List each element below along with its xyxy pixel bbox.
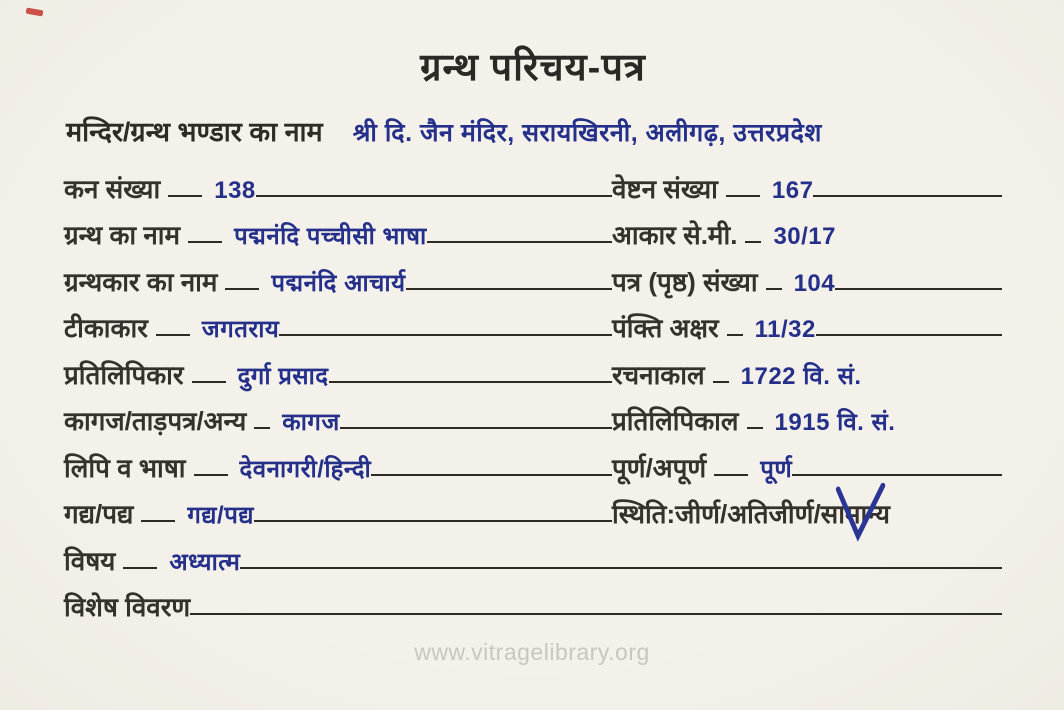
temple-name-value: श्री दि. जैन मंदिर, सरायखिरनी, अलीगढ़, उत्तरप्रदेश xyxy=(352,119,822,147)
prose-verse-value: गद्य/पद्य xyxy=(187,502,254,529)
form-row xyxy=(64,485,1002,532)
form-row xyxy=(64,299,1002,346)
subject-label: विषय xyxy=(64,545,116,576)
lines-letters-value: 11/32 xyxy=(754,316,816,343)
material-label: कागज/ताड़पत्र/अन्य xyxy=(64,406,247,436)
lines-letters-label: पंक्ति अक्षर xyxy=(612,313,719,343)
copy-date-value: 1915 वि. सं. xyxy=(774,409,896,436)
book-name-value: पद्मनंदि पच्चीसी भाषा xyxy=(234,223,427,250)
rule-line xyxy=(168,195,202,197)
rule-line xyxy=(156,334,190,336)
rule-line xyxy=(225,288,259,290)
watermark: www.vitragelibrary.org xyxy=(414,639,650,665)
condition-option-samanya xyxy=(821,495,890,531)
script-language-value: देवनागरी/हिन्दी xyxy=(239,455,372,483)
commentator-label: टीकाकार xyxy=(64,313,148,343)
rule-line xyxy=(141,520,175,522)
complete-incomplete-value: पूर्ण xyxy=(760,455,793,483)
rule-line xyxy=(254,520,612,522)
rule-line xyxy=(713,381,729,383)
book-name-label: ग्रन्थ का नाम xyxy=(64,220,181,250)
rule-line xyxy=(190,613,1002,615)
composition-date-label: रचनाकाल xyxy=(612,359,705,390)
page-count-label: पत्र (पृष्ठ) संख्या xyxy=(612,266,758,297)
rule-line xyxy=(427,241,612,243)
complete-incomplete-label: पूर्ण/अपूर्ण xyxy=(612,452,707,483)
form-row xyxy=(64,345,1002,392)
author-label: ग्रन्थकार का नाम xyxy=(64,266,218,297)
rule-line xyxy=(240,567,1002,569)
form-row xyxy=(64,531,1002,578)
size-cm-value: 30/17 xyxy=(773,223,836,250)
rule-line xyxy=(792,474,1002,476)
composition-date-value: 1722 वि. सं. xyxy=(740,362,862,390)
rule-line xyxy=(123,567,157,569)
condition-label: स्थिति:जीर्ण/अतिजीर्ण/ xyxy=(612,499,821,529)
serial-number-value: 138 xyxy=(214,176,256,204)
rule-line xyxy=(726,195,760,197)
rule-line xyxy=(254,427,270,429)
rule-line xyxy=(766,288,782,290)
temple-name-row xyxy=(66,112,1002,149)
form-row xyxy=(64,438,1002,485)
rule-line xyxy=(813,195,1002,197)
size-cm-label: आकार से.मी. xyxy=(612,220,738,250)
bundle-number-label: वेष्टन संख्या xyxy=(612,173,718,204)
rule-line xyxy=(727,334,743,336)
page-count-value: 104 xyxy=(793,269,836,297)
form-row xyxy=(64,252,1002,299)
copyist-value: दुर्गा प्रसाद xyxy=(237,362,329,390)
scan-artifact-red-mark xyxy=(26,8,44,17)
commentator-value: जगतराय xyxy=(201,316,280,343)
serial-number-label: कन संख्या xyxy=(64,173,161,204)
condition-option-label: सामान्य xyxy=(820,499,891,529)
bundle-number-value: 167 xyxy=(771,176,814,204)
rule-line xyxy=(371,474,612,476)
rule-line xyxy=(329,381,612,383)
rule-line xyxy=(256,195,612,197)
form-row xyxy=(64,206,1002,253)
rule-line xyxy=(816,334,1002,336)
rule-line xyxy=(340,427,612,429)
rule-line xyxy=(279,334,612,336)
prose-verse-label: गद्य/पद्य xyxy=(64,499,134,529)
special-details-label: विशेष विवरण xyxy=(64,592,191,622)
form-row xyxy=(64,392,1002,439)
form-rows xyxy=(64,159,1002,624)
form-row xyxy=(64,159,1002,206)
material-value: कागज xyxy=(282,409,340,436)
copyist-label: प्रतिलिपिकार xyxy=(64,359,184,390)
script-language-label: लिपि व भाषा xyxy=(64,452,186,483)
rule-line xyxy=(747,427,763,429)
rule-line xyxy=(406,288,613,290)
rule-line xyxy=(714,474,748,476)
subject-value: अध्यात्म xyxy=(169,548,241,576)
rule-line xyxy=(188,241,222,243)
rule-line xyxy=(835,288,1002,290)
copy-date-label: प्रतिलिपिकाल xyxy=(612,406,739,436)
temple-name-label: मन्दिर/ग्रन्थ भण्डार का नाम xyxy=(66,117,323,147)
author-value: पद्मनंदि आचार्य xyxy=(271,269,406,297)
page-title: ग्रन्थ परिचय-पत्र xyxy=(420,47,646,89)
form-row xyxy=(64,578,1002,625)
rule-line xyxy=(192,381,226,383)
rule-line xyxy=(194,474,228,476)
rule-line xyxy=(745,241,761,243)
